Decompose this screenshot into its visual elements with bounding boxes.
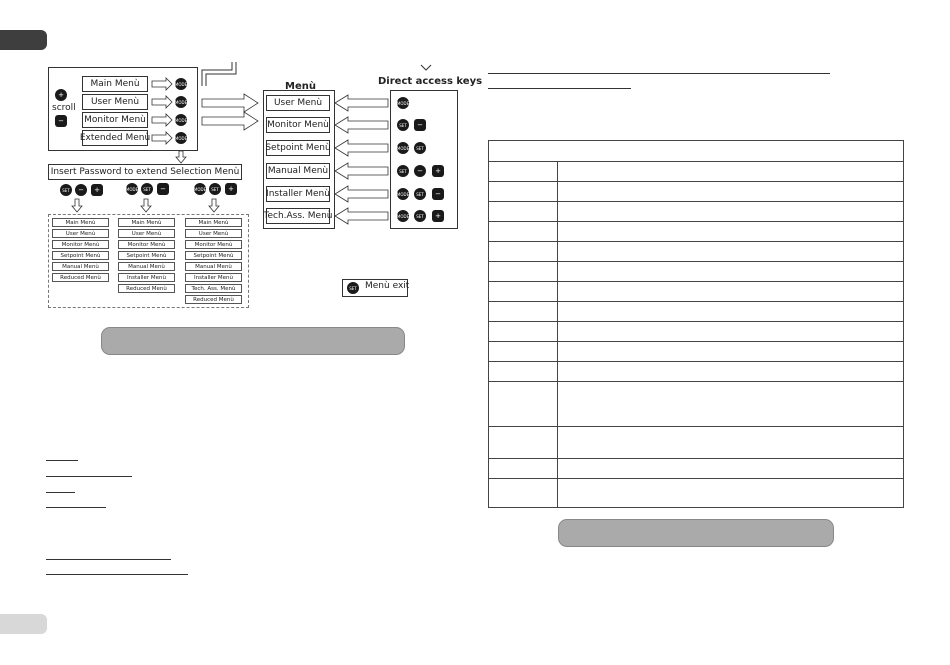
direct-keys-title: Direct access keys [378,76,483,87]
table-row [489,162,904,182]
heading-line [488,73,830,74]
plus-icon: + [228,184,234,193]
text-line [46,574,188,575]
main-mode-key-3[interactable]: MODE [175,114,187,126]
big-arrows-middle [334,94,390,228]
right-caption-bar [558,519,834,547]
main-mode-key-1[interactable]: MODE [175,78,187,90]
corner-connector [200,62,240,88]
scroll-mode-key[interactable] [55,89,67,101]
dk-tech-plus[interactable] [432,210,444,222]
table-row [489,302,904,322]
plus-icon: + [58,90,64,99]
col2-item: User Menù [118,229,175,238]
grp3-plus-key[interactable] [225,183,237,195]
table-row [489,322,904,342]
keys-list-frame [390,90,458,229]
big-arrows-left [200,92,262,134]
col3-item: Reduced Menù [185,295,242,304]
dk-installer-mode[interactable]: MODE [397,188,409,200]
table-row [489,479,904,508]
dk-installer-set[interactable]: SET [414,188,426,200]
minus-icon: − [417,120,423,129]
grp3-mode-key[interactable]: MODE [194,183,206,195]
dk-manual-plus[interactable] [432,165,444,177]
dk-manual-minus[interactable] [414,165,426,177]
minus-icon: − [417,166,423,175]
heading-line [488,88,631,89]
table-row [489,262,904,282]
table-row [489,182,904,202]
col3-item: Main Menù [185,218,242,227]
table-row [489,362,904,382]
page-tab-top [0,30,47,50]
col2-item: Main Menù [118,218,175,227]
dk-setpoint-mode[interactable]: MODE [397,142,409,154]
scroll-minus-key[interactable] [55,115,67,127]
left-small-arrows [150,76,174,148]
text-line [46,476,132,477]
text-line [46,559,171,560]
page-tab-bottom [0,614,47,634]
col1-item: Main Menù [52,218,109,227]
minus-icon: − [435,189,441,198]
col3-item: User Menù [185,229,242,238]
col3-item: Monitor Menù [185,240,242,249]
main-mode-key-4[interactable]: MODE [175,132,187,144]
grp1-plus-key[interactable] [91,184,103,196]
table-row [489,427,904,459]
table-row [489,202,904,222]
menu-table [488,140,904,508]
dk-manual-set[interactable]: SET [397,165,409,177]
dk-tech-set[interactable]: SET [414,210,426,222]
menu-exit-set-key[interactable]: SET [347,282,359,294]
dk-installer-minus[interactable] [432,188,444,200]
col2-item: Monitor Menù [118,240,175,249]
main-menu-box: Main Menù [82,76,148,92]
menu-exit-label: Menù exit [365,281,410,291]
chevron-down-icon [420,64,432,72]
col2-item: Reduced Menù [118,284,175,293]
grp3-set-key[interactable]: SET [209,183,221,195]
minus-icon: − [160,184,166,193]
table-row [489,342,904,362]
text-line [46,460,78,461]
menu-user: User Menù [266,95,330,111]
minus-icon: − [58,116,64,125]
menu-setpoint: Setpoint Menù [266,140,330,156]
col2-item: Installer Menù [118,273,175,282]
dk-monitor-minus[interactable] [414,119,426,131]
col1-item: Reduced Menù [52,273,109,282]
menu-installer: Installer Menù [266,186,330,202]
col1-item: Setpoint Menù [52,251,109,260]
table-row [489,382,904,427]
menu-tech-ass: Tech.Ass. Menù [266,208,330,224]
plus-icon: + [435,211,441,220]
grp2-minus-key[interactable] [157,183,169,195]
plus-icon: + [435,166,441,175]
col1-item: Monitor Menù [52,240,109,249]
text-line [46,492,75,493]
col2-item: Setpoint Menù [118,251,175,260]
menu-monitor: Monitor Menù [266,117,330,133]
grp1-set-key[interactable]: SET [60,184,72,196]
password-box: Insert Password to extend Selection Menù [48,164,242,180]
extended-menu-box: Extended Menù [82,130,148,146]
menu-manual: Manual Menù [266,163,330,179]
dk-tech-mode[interactable]: MODE [397,210,409,222]
table-row [489,282,904,302]
plus-icon: + [94,185,100,194]
col3-item: Setpoint Menù [185,251,242,260]
monitor-menu-box: Monitor Menù [82,112,148,128]
menu-title: Menù [285,81,316,92]
col2-item: Manual Menù [118,262,175,271]
col1-item: Manual Menù [52,262,109,271]
user-menu-box: User Menù [82,94,148,110]
col1-item: User Menù [52,229,109,238]
scroll-label: scroll [52,103,76,113]
dk-user-mode[interactable]: MODE [397,97,409,109]
col3-item: Manual Menù [185,262,242,271]
grp2-set-key[interactable]: SET [141,183,153,195]
grp2-mode-key[interactable]: MODE [126,183,138,195]
table-row [489,459,904,479]
left-caption-bar [101,327,405,355]
col3-item: Installer Menù [185,273,242,282]
dk-monitor-set[interactable]: SET [397,119,409,131]
main-mode-key-2[interactable]: MODE [175,96,187,108]
minus-icon: − [78,185,84,194]
table-row [489,242,904,262]
dk-setpoint-set[interactable]: SET [414,142,426,154]
table-row [489,222,904,242]
grp1-minus-key[interactable] [75,184,87,196]
col3-item: Tech. Ass. Menù [185,284,242,293]
down-arrows-columns [40,198,240,214]
table-header-row [489,141,904,162]
text-line [46,507,106,508]
down-arrow-password [175,150,187,164]
